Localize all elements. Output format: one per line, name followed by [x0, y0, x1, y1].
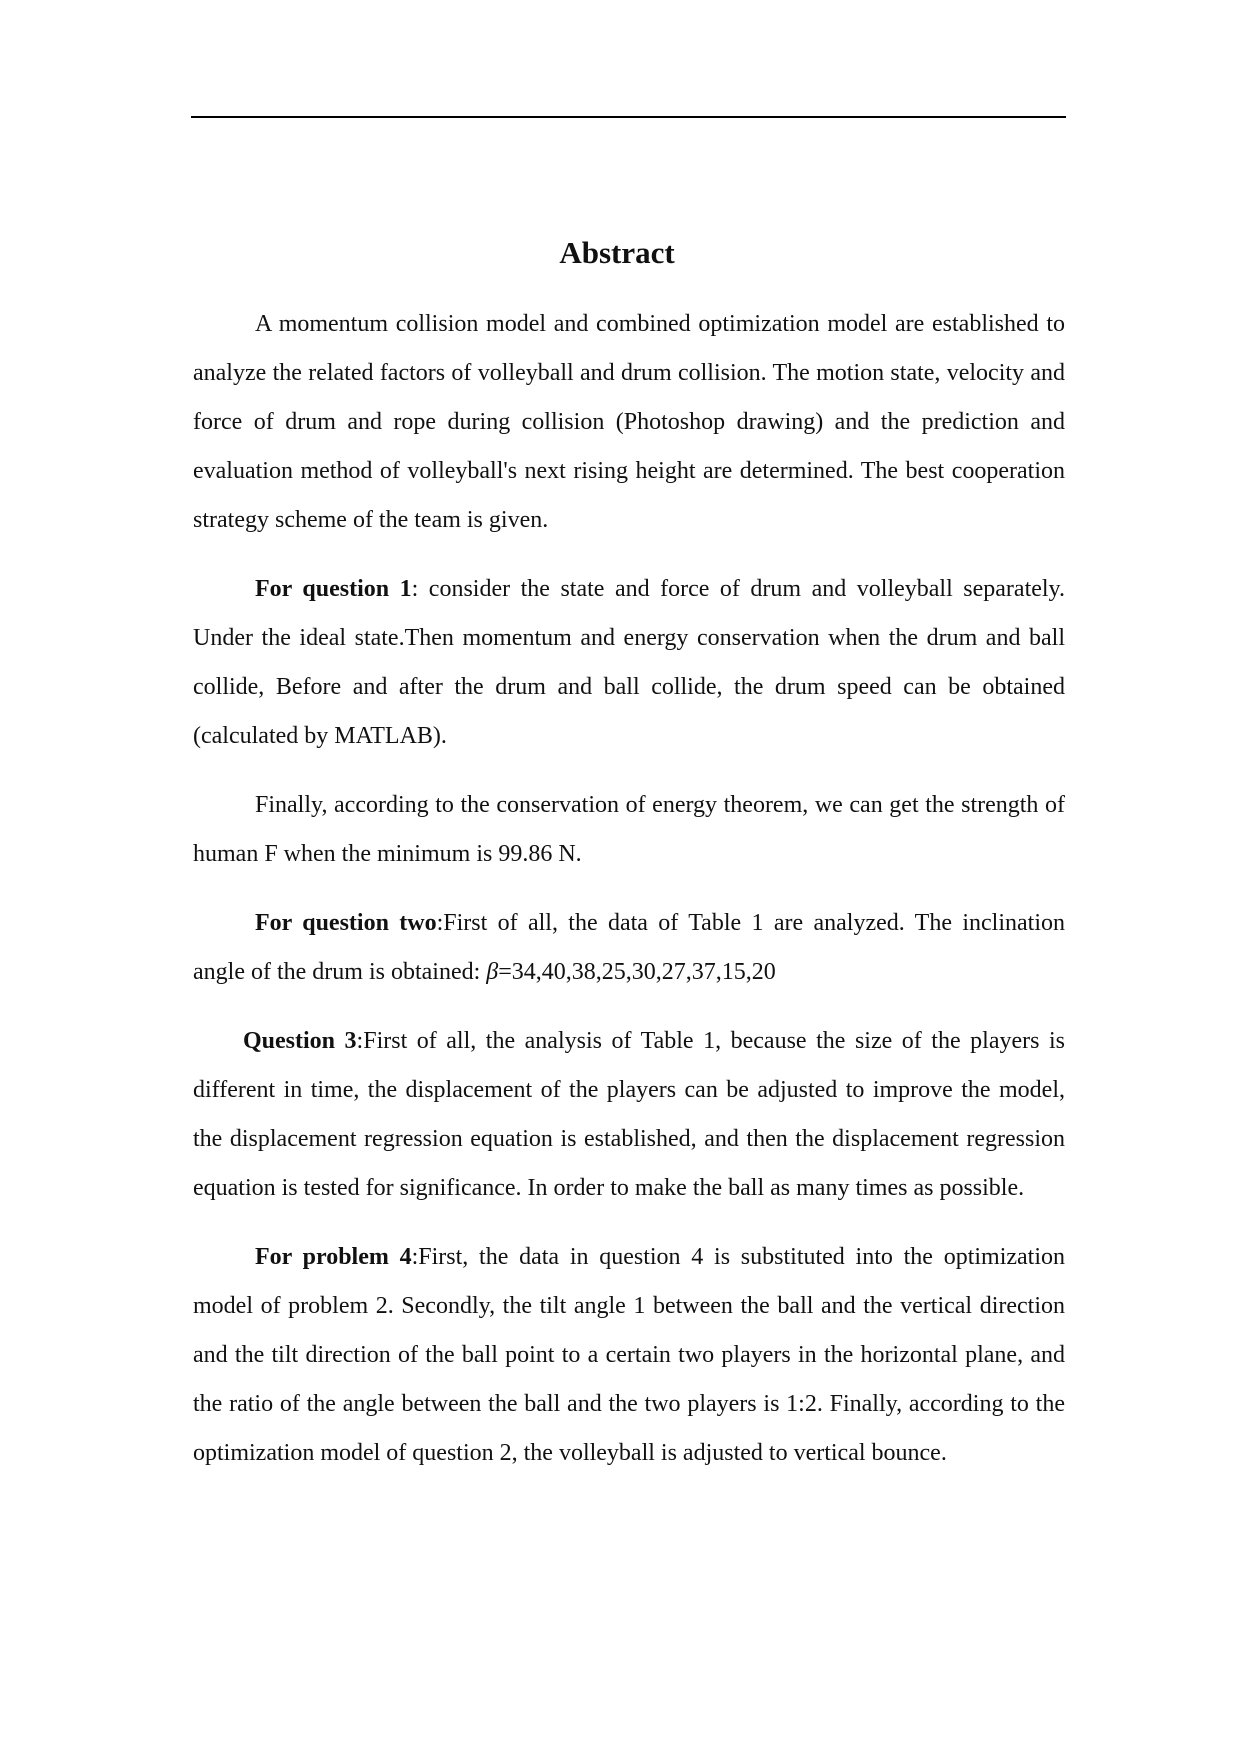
question-2-lead: For question two — [255, 910, 437, 936]
inclination-angle-values: =34,40,38,25,30,27,37,15,20 — [498, 959, 776, 985]
question-4-text: :First, the data in question 4 is substituted into the optimization model of problem 2. Secondly, the tilt angle 1 between the ball and the vertical direction and the tilt direction of the ball point to a certain two players in the horizontal plane, and the ratio of the angle between the ball and the two players is 1:2. Finally, according to the optimization model of question 2, the volleyball is adjusted to vertical bounce. — [193, 1244, 1066, 1466]
intro-paragraph: A momentum collision model and combined optimization model are established to analyze the related factors of volleyball and drum collision. The motion state, velocity and force of drum and rope during collision (Photoshop drawing) and the prediction and evaluation method of volleyball's next rising height are determined. The best cooperation strategy scheme of the team is given. — [193, 311, 1065, 533]
question-2-text: :First of all, the data of Table 1 are analyzed. The inclination angle of the drum is obtained: — [193, 910, 1065, 985]
question-2-paragraph — [193, 899, 1065, 997]
question-1-followup-paragraph: Finally, according to the conservation of energy theorem, we can get the strength of human F when the minimum is 99.86 N. — [193, 792, 1065, 867]
page-title: Abstract — [559, 234, 675, 270]
question-3-lead: Question 3 — [243, 1028, 357, 1054]
question-3-text: :First of all, the analysis of Table 1, because the size of the players is different in time, the displacement of the players can be adjusted to improve the model, the displacement regression equation is established, and then the displacement regression equation is tested for significance. In order to make the ball as many times as possible. — [193, 1028, 1065, 1201]
question-1-lead: For question 1 — [255, 576, 412, 602]
question-1-text: : consider the state and force of drum and volleyball separately. Under the ideal state.Then momentum and energy conservation when the drum and ball collide, Before and after the drum and ball collide, the drum speed can be obtained (calculated by MATLAB). — [193, 576, 1065, 749]
beta-symbol: β — [486, 959, 499, 985]
abstract-body — [193, 300, 1065, 1498]
question-1-paragraph — [193, 565, 1065, 761]
header-rule — [191, 116, 1066, 118]
question-4-paragraph — [193, 1233, 1065, 1478]
question-4-lead: For problem 4 — [255, 1244, 412, 1270]
question-3-paragraph — [193, 1017, 1065, 1213]
